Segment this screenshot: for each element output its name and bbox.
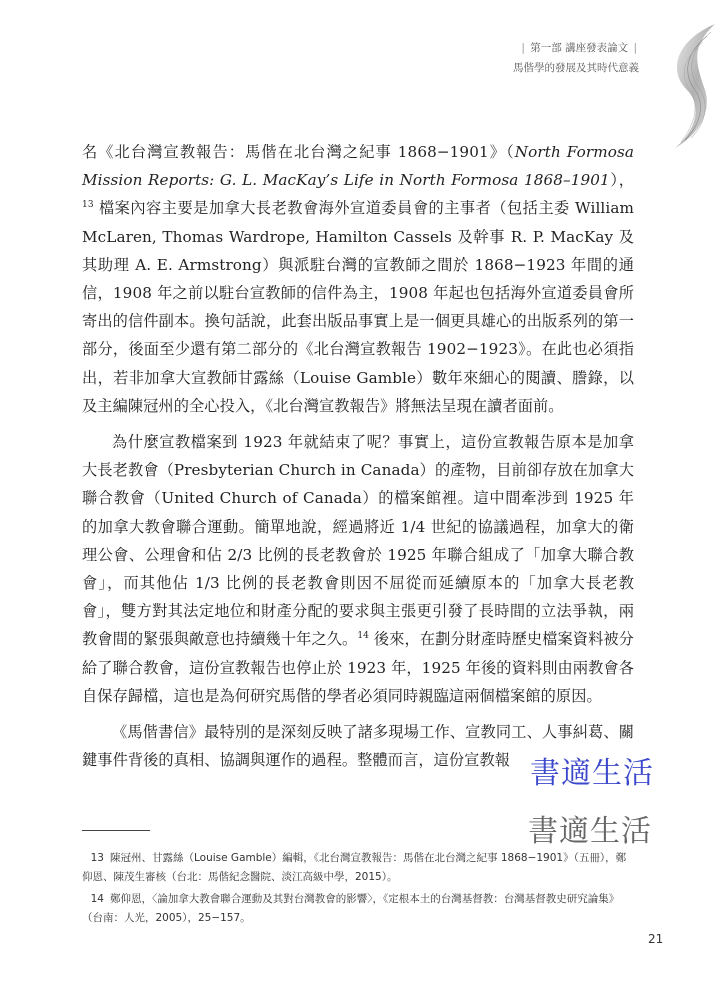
watermark-stamp-blue: 書適生活	[530, 756, 654, 791]
paragraph-1-text: 名《北台灣宣教報告：馬偕在北台灣之紀事 1868−1901》（	[82, 143, 515, 161]
paragraph-2-rest: 後來，在劃分財產時歷史檔案資料被分給了聯合教會，這份宣教報告也停止於 1923 年，1925 年後的資料則由兩教會各自保存歸檔，這也是為何研究馬偕的學者必須同時親臨這兩個檔案館的原因。	[82, 630, 634, 705]
paragraph-1	[82, 138, 634, 420]
paragraph-3-text: 《馬偕書信》最特別的是深刻反映了諸多現場工作、宣教同工、人事糾葛、關鍵事件背後的真相、協調與運作的過程。整體而言，這份宣教報	[82, 723, 634, 770]
footnote-divider	[82, 830, 150, 831]
footnote-14	[82, 890, 634, 928]
footnote-13	[82, 849, 634, 887]
footnotes	[82, 849, 634, 928]
footnote-text: 鄭仰恩，〈論加拿大教會聯合運動及其對台灣教會的影響〉，《定根本土的台灣基督教：台灣基督教史研究論集》（台南：人光，2005），25−157。	[82, 893, 620, 924]
paragraph-2	[82, 428, 634, 710]
running-header	[513, 38, 639, 78]
footnote-ref-14[interactable]: 14	[357, 631, 369, 642]
report-title-italic: North Formosa Mission Reports: G. L. MacKay’s Life in North Formosa 1868–1901	[82, 143, 634, 190]
footnote-ref-13[interactable]: 13	[82, 200, 94, 211]
footnote-number: 14	[90, 893, 104, 905]
watermark-stamp-gray: 書適生活	[528, 814, 652, 849]
header-part-line: | 第一部 講座發表論文 |	[521, 42, 637, 54]
footnote-number: 13	[90, 852, 104, 864]
paragraph-1-after: ），	[609, 171, 634, 190]
footnote-text: 陳冠州、甘露絲（Louise Gamble）編輯，《北台灣宣教報告：馬偕在北台灣之紀事 1868−1901》（五冊），鄭仰恩、陳茂生審核（台北：馬偕紀念醫院、淡江高級中學，2015）。	[82, 852, 627, 883]
main-text	[82, 138, 634, 774]
paragraph-1-rest: 檔案內容主要是加拿大長老教會海外宣道委員會的主事者（包括主委 William McLaren, Thomas Wardrope, Hamilton Cassels 及幹事 R. P. MacKay 及其助理 A. E. Armstrong）與派駐台灣的宣教師之間於 1868−1923 年間的通信，1908 年之前以駐台宣教師的信件為主，1908 年起也包括海外宣道委員會所寄出的信件副本。換句話說，此套出版品事實上是一個更具雄心的出版系列的第一部分，後面至少還有第二部分的《北台灣宣教報告 1902−1923》。在此也必須指出，若非加拿大宣教師甘露絲（Louise Gamble）數年來細心的閱讀、謄錄，以及主編陳冠州的全心投入，《北台灣宣教報告》將無法呈現在讀者面前。	[82, 199, 634, 415]
header-part-title: 講座發表論文	[565, 42, 629, 54]
header-chapter-title: 馬偕學的發展及其時代意義	[513, 62, 639, 74]
page-number: 21	[648, 932, 664, 946]
paragraph-2-text: 為什麼宣教檔案到 1923 年就結束了呢？事實上，這份宣教報告原本是加拿大長老教會（Presbyterian Church in Canada）的產物，目前卻存放在加拿大聯合教會（United Church of Canada）的檔案館裡。這中間牽涉到 1925 年的加拿大教會聯合運動。簡單地說，經過將近 1/4 世紀的協議過程，加拿大的衛理公會、公理會和佔 2/3 比例的長老教會於 1925 年聯合組成了「加拿大聯合教會」，而其他佔 1/3 比例的長老教會則因不屈從而延續原本的「加拿大長老教會」，雙方對其法定地位和財產分配的要求與主張更引發了長時間的立法爭執，兩教會間的緊張與敵意也持續幾十年之久。	[82, 433, 634, 649]
header-part: 第一部	[530, 42, 562, 54]
decorative-swoosh-icon	[627, 20, 717, 160]
